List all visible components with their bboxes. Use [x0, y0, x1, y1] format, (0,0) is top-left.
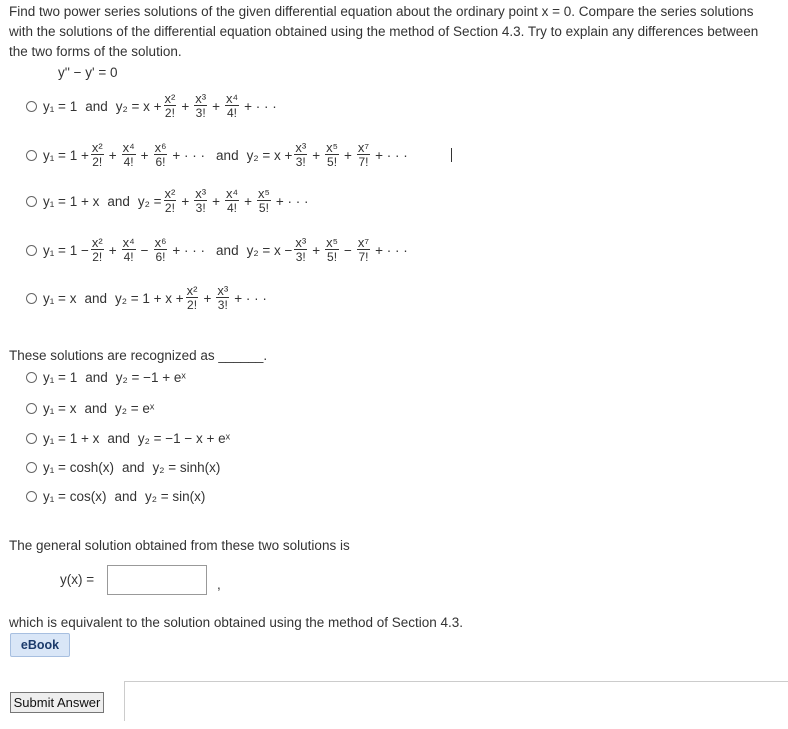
fraction: [122, 236, 136, 264]
y2-expression: y₂ = sin(x): [144, 489, 206, 504]
series-ellipsis: + · · ·: [244, 98, 277, 114]
ebook-button[interactable]: eBook: [10, 633, 70, 657]
fraction-numerator: x⁷: [357, 140, 370, 155]
fraction-numerator: x⁵: [326, 235, 338, 250]
y2-expression: y₂ = sinh(x): [152, 460, 221, 475]
radio-button[interactable]: [26, 245, 37, 256]
fraction-denominator: 3!: [195, 106, 206, 120]
y1-prefix: y₁ = 1 −: [43, 242, 89, 258]
answer-comma: ,: [217, 577, 221, 592]
series-ellipsis: + · · ·: [234, 290, 267, 306]
and-label: and: [84, 401, 107, 416]
and-label: and: [107, 193, 130, 209]
fraction-denominator: 3!: [295, 155, 306, 169]
fraction: [357, 236, 370, 264]
recognized-prompt: These solutions are recognized as ______.: [9, 348, 268, 363]
y1-prefix: y₁ = 1 +: [43, 147, 89, 163]
operator-sign: +: [343, 147, 352, 163]
fraction-numerator: x⁴: [225, 91, 239, 106]
fraction-numerator: x⁶: [154, 140, 167, 155]
submit-answer-button[interactable]: Submit Answer: [10, 692, 104, 713]
fraction-denominator: 2!: [92, 250, 103, 264]
y1-expression: y₁ = cos(x): [43, 489, 107, 504]
fraction: [154, 236, 168, 264]
radio-button[interactable]: [26, 150, 37, 161]
fraction-numerator: x³: [195, 186, 207, 201]
closed-form-option-4[interactable]: [26, 460, 220, 475]
closed-form-option-5[interactable]: [26, 489, 205, 504]
y2-expression: y₂ = eˣ: [114, 401, 155, 416]
fraction-denominator: 4!: [123, 155, 134, 169]
fraction: [194, 187, 207, 215]
fraction-numerator: x⁴: [122, 140, 135, 155]
fraction: [325, 141, 339, 169]
fraction-numerator: x²: [186, 283, 198, 298]
fraction: [325, 236, 339, 264]
series-ellipsis: + · · ·: [275, 193, 309, 209]
answer-label: y(x) =: [60, 572, 95, 587]
fraction-numerator: x²: [164, 91, 176, 106]
and-label: and: [114, 489, 137, 504]
fraction-numerator: x²: [91, 235, 103, 250]
fraction-denominator: 2!: [187, 298, 198, 312]
differential-equation: y'' − y' = 0: [58, 65, 118, 80]
text-cursor: [451, 148, 452, 162]
fraction: [294, 236, 307, 264]
series-option-5[interactable]: [26, 284, 270, 312]
fraction-denominator: 2!: [164, 201, 175, 215]
operator-sign: +: [108, 242, 117, 258]
fraction: [194, 92, 207, 120]
fraction: [91, 236, 104, 264]
and-label: and: [216, 147, 239, 163]
fraction: [164, 187, 177, 215]
and-label: and: [121, 460, 145, 475]
radio-button[interactable]: [26, 403, 37, 414]
fraction-numerator: x³: [295, 235, 307, 250]
series-option-2[interactable]: [26, 141, 452, 169]
series-ellipsis: + · · ·: [375, 242, 408, 258]
y1-expression: y₁ = x: [43, 401, 77, 416]
fraction-denominator: 3!: [295, 250, 306, 264]
radio-button[interactable]: [26, 101, 37, 112]
radio-button[interactable]: [26, 196, 37, 207]
radio-button[interactable]: [26, 462, 37, 473]
fraction-numerator: x⁴: [225, 186, 239, 201]
radio-button[interactable]: [26, 372, 37, 383]
fraction-numerator: x⁴: [122, 235, 135, 250]
series-ellipsis: + · · ·: [172, 147, 206, 163]
and-label: and: [84, 290, 107, 306]
y2-prefix: y₂ = 1 + x +: [114, 290, 184, 306]
fraction-numerator: x⁷: [357, 235, 370, 250]
y2-prefix: y₂ = x +: [246, 147, 293, 163]
fraction-numerator: x³: [217, 283, 229, 298]
operator-sign: −: [140, 242, 149, 258]
closed-form-option-2[interactable]: [26, 401, 154, 416]
fraction-numerator: x³: [295, 140, 307, 155]
fraction: [294, 141, 307, 169]
y2-prefix: y₂ = x −: [246, 242, 293, 258]
radio-button[interactable]: [26, 433, 37, 444]
fraction-denominator: 3!: [195, 201, 206, 215]
series-option-1[interactable]: [26, 92, 280, 120]
fraction-denominator: 7!: [358, 155, 369, 169]
series-option-4[interactable]: [26, 236, 411, 264]
fraction: [91, 141, 104, 169]
fraction-numerator: x²: [164, 186, 176, 201]
fraction-denominator: 5!: [327, 155, 338, 169]
fraction-numerator: x²: [91, 140, 103, 155]
fraction-denominator: 4!: [227, 106, 238, 120]
fraction-numerator: x⁵: [257, 186, 270, 201]
y1-expression: y₁ = 1 + x: [43, 431, 100, 446]
fraction: [186, 284, 199, 312]
operator-sign: +: [244, 193, 252, 209]
y2-expression: y₂ = −1 − x + eˣ: [137, 431, 231, 446]
fraction: [225, 92, 239, 120]
operator-sign: +: [212, 193, 220, 209]
operator-sign: +: [181, 193, 190, 209]
problem-statement: Find two power series solutions of the given differential equation about the ordinary point x = 0. Compare the series solutions with the solutions of the differential equation obtained using the method of Section 4.3. Try to explain any differences between the two forms of the solution.: [9, 4, 759, 59]
fraction-denominator: 7!: [358, 250, 369, 264]
closed-form-option-1[interactable]: [26, 370, 186, 385]
operator-sign: +: [212, 98, 220, 114]
y2-prefix: y₂ = x +: [115, 98, 162, 114]
general-solution-prompt: The general solution obtained from these two solutions is: [9, 538, 350, 553]
y2-prefix: y₂ =: [137, 193, 162, 209]
general-solution-input[interactable]: [107, 565, 207, 595]
and-label: and: [85, 370, 108, 385]
divider-horizontal: [124, 681, 788, 682]
and-label: and: [107, 431, 130, 446]
fraction-denominator: 5!: [327, 250, 338, 264]
fraction-denominator: 2!: [92, 155, 103, 169]
fraction-numerator: x⁶: [154, 235, 167, 250]
series-option-3[interactable]: [26, 187, 311, 215]
fraction-denominator: 5!: [258, 201, 269, 215]
y1-expression: y₁ = 1: [43, 98, 78, 114]
operator-sign: +: [203, 290, 212, 306]
y1-expression: y₁ = 1 + x: [43, 193, 100, 209]
fraction: [216, 284, 229, 312]
series-ellipsis: + · · ·: [375, 147, 408, 163]
y1-expression: y₁ = 1: [43, 370, 78, 385]
y1-expression: y₁ = cosh(x): [43, 460, 114, 475]
radio-button[interactable]: [26, 491, 37, 502]
fraction-denominator: 2!: [164, 106, 175, 120]
operator-sign: +: [312, 147, 321, 163]
fraction-denominator: 3!: [217, 298, 228, 312]
fraction: [122, 141, 136, 169]
fraction-denominator: 4!: [227, 201, 238, 215]
fraction: [257, 187, 271, 215]
operator-sign: −: [343, 242, 352, 258]
equivalence-note: which is equivalent to the solution obtained using the method of Section 4.3.: [9, 615, 464, 630]
y1-expression: y₁ = x: [43, 290, 77, 306]
operator-sign: +: [108, 147, 117, 163]
fraction: [225, 187, 239, 215]
operator-sign: +: [140, 147, 149, 163]
fraction: [154, 141, 168, 169]
divider-vertical: [124, 681, 125, 721]
and-label: and: [85, 98, 108, 114]
fraction: [357, 141, 370, 169]
series-ellipsis: + · · ·: [172, 242, 206, 258]
fraction-numerator: x⁵: [326, 140, 338, 155]
operator-sign: +: [312, 242, 321, 258]
fraction-denominator: 4!: [123, 250, 134, 264]
y2-expression: y₂ = −1 + eˣ: [115, 370, 186, 385]
and-label: and: [216, 242, 239, 258]
fraction-denominator: 6!: [155, 250, 166, 264]
radio-button[interactable]: [26, 293, 37, 304]
fraction-denominator: 6!: [155, 155, 166, 169]
closed-form-option-3[interactable]: [26, 431, 230, 446]
fraction: [164, 92, 177, 120]
operator-sign: +: [181, 98, 190, 114]
fraction-numerator: x³: [195, 91, 207, 106]
